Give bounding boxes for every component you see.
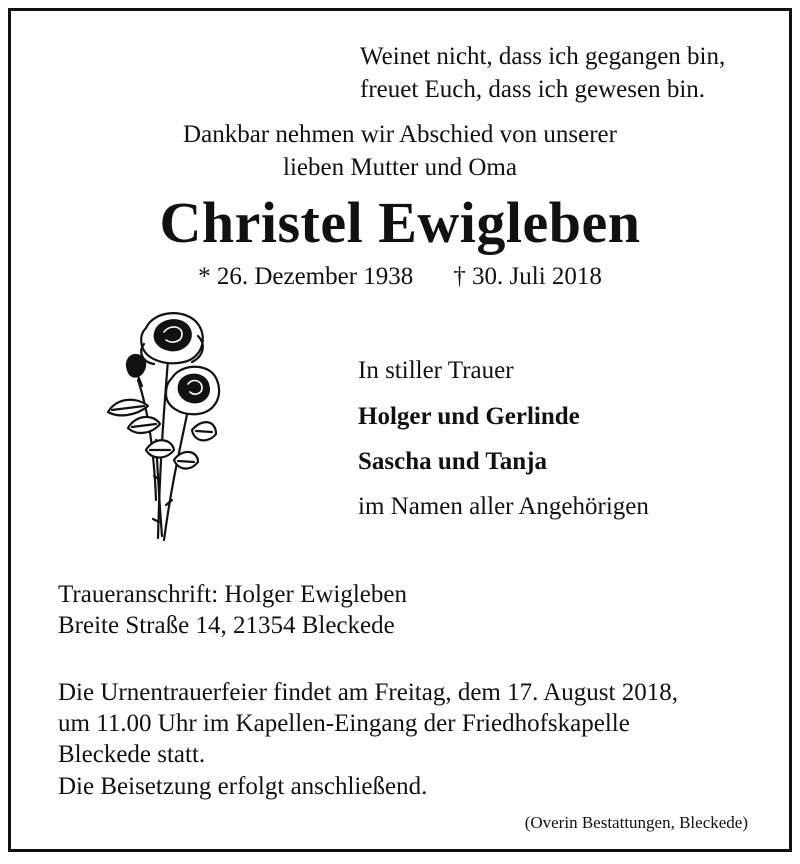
motto-line-2: freuet Euch, dass ich gewesen bin. [360,76,706,103]
motto-line-1: Weinet nicht, dass ich gegangen bin, [360,43,726,70]
birth-date: * 26. Dezember 1938 [198,263,414,290]
ceremony-line-2: um 11.00 Uhr im Kapellen-Eingang der Friedhofskapelle [58,710,630,737]
address-line-1: Traueranschrift: Holger Ewigleben [58,581,407,608]
mourning-closing: im Namen aller Angehörigen [358,493,649,520]
mourner-family-1: Holger und Gerlinde [358,403,580,430]
burial-note: Die Beisetzung erfolgt anschließend. [58,773,428,800]
undertaker-credit: (Overin Bestattungen, Bleckede) [524,813,748,832]
mourner-family-2: Sascha und Tanja [358,448,548,475]
deceased-name: Christel Ewigleben [159,190,641,255]
death-date: † 30. Juli 2018 [453,263,602,290]
address-line-2: Breite Straße 14, 21354 Bleckede [58,612,395,639]
life-dates [0,260,800,293]
intro-line-2: lieben Mutter und Oma [283,154,517,181]
rose-icon [98,300,230,545]
motto [360,40,725,106]
ceremony-line-3: Bleckede statt. [58,741,206,768]
ceremony-line-1: Die Urnentrauerfeier findet am Freitag, dem 17. August 2018, [58,679,678,706]
mourning-intro: In stiller Trauer [358,357,514,384]
intro-line-1: Dankbar nehmen wir Abschied von unserer [183,121,617,148]
intro-text [0,118,800,184]
